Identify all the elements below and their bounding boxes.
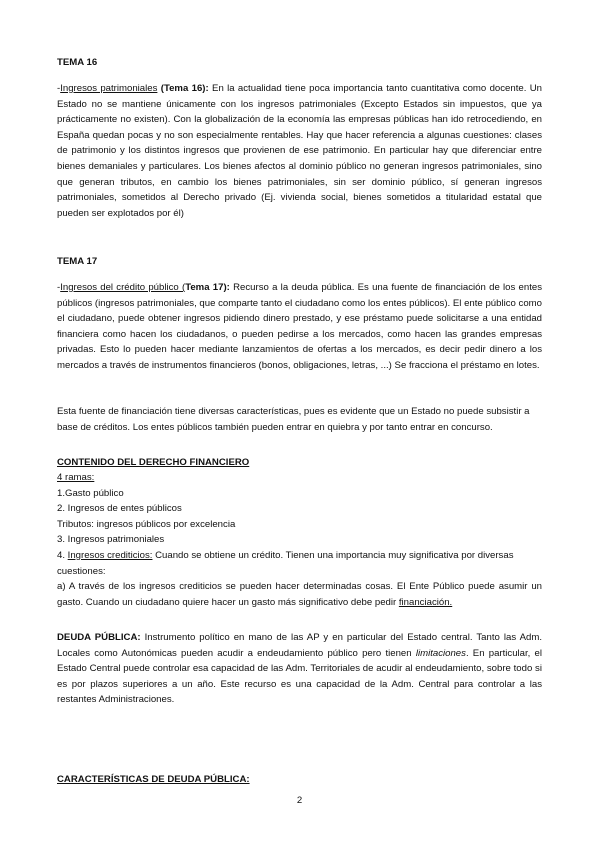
contenido-item-4 — [57, 548, 542, 579]
tema16-tag: (Tema 16): — [157, 83, 209, 94]
page-number: 2 — [296, 795, 303, 806]
contenido-list — [57, 470, 542, 610]
deuda-text-2: . En particular, el Estado Central puede controlar esa capacidad de las Adm. Territoriales de acudir al endeudamiento, sobre todo si es por plazos superiores a un año. Este recurso es una capacidad de la Adm. Central para controlar a las restantes Administraciones. — [57, 647, 542, 706]
tema16-link[interactable]: Ingresos patrimoniales — [60, 83, 158, 94]
contenido-item-1: 1.Gasto público — [57, 487, 124, 499]
item4-num: 4. — [57, 549, 68, 561]
tema17-paragraph — [57, 280, 542, 374]
deuda-italic: limitaciones — [415, 647, 466, 659]
tema16-body: En la actualidad tiene poca importancia tanto cuantitativa como docente. Un Estado no se mantiene únicamente con los ingresos patrimoniales (Excepto Estados sin impuestos, que ya prácticamente no existen). Con la globalización de la economía las empresas públicas han ido retrocediendo, en España quedan pocas y no son especialmente rentables. Hay que hacer referencia a algunas cuestiones: clases de patrimonio y los distintos ingresos que provienen de ese patrimonio. En particular hay que diferenciar entre bienes demaniales y particulares. Los bienes afectos al dominio público no generan ingresos patrimoniales, sino que generan tributos, en cambio los bienes patrimoniales, sin ser dominio público, sí generan ingresos patrimoniales, sometidos al Derecho privado (Ej. vivienda social, bienes sometidos a titularidad estatal que pueden ser explotados por él) — [57, 83, 542, 219]
tema17-body: Recurso a la deuda pública. Es una fuente de financiación de los entes públicos (ingresos patrimoniales, que comparte tanto el ciudadano como los entes públicos). El ente público como el ciudadano, puede obtener ingresos pidiendo dinero prestado, y ese préstamo puede solicitarse a una entidad financiera como hacen los ciudadanos, o pueden pedirse a los mercados, como hacen las grandes empresas privadas. Esto lo pueden hacer mediante lanzamientos de ofertas a los mercados, es decir pedir dinero a los mercados a través de instrumentos financieros (bonos, obligaciones, letras, ...) Se fracciona el préstamo en lotes. — [57, 282, 543, 371]
deuda-text-1: Instrumento político en mano de las AP y en particular del Estado central. Tanto las Adm. Locales como Autonómicas pueden acudir a endeudamiento público pero tienen — [57, 632, 542, 659]
contenido-item-2: 2. Ingresos de entes públicos — [57, 503, 182, 515]
tema17-heading: TEMA 17 — [57, 256, 98, 267]
tema17-link[interactable]: Ingresos del crédito público ( — [60, 282, 186, 293]
tema17-tag: Tema 17): — [185, 282, 230, 293]
deuda-heading: DEUDA PÚBLICA: — [57, 632, 141, 643]
item4-text: Cuando se obtiene un crédito. Tienen una importancia muy significativa por diversas cuestiones: — [57, 549, 514, 577]
tema16-prefix: - — [57, 83, 61, 94]
contenido-tributos: Tributos: ingresos públicos por excelencia — [57, 518, 236, 530]
item4-link[interactable]: Ingresos crediticios: — [67, 549, 153, 561]
contenido-heading: CONTENIDO DEL DERECHO FINANCIERO — [57, 457, 250, 468]
contenido-ramas: 4 ramas: — [57, 472, 95, 483]
deuda-paragraph — [57, 630, 542, 708]
item-a-link[interactable]: financiación. — [398, 596, 453, 608]
contenido-item-a — [57, 579, 542, 610]
caracteristicas-heading: CARACTERÍSTICAS DE DEUDA PÚBLICA: — [57, 774, 250, 785]
tema16-paragraph — [57, 81, 542, 221]
tema17-prefix: - — [57, 282, 61, 293]
tema16-heading: TEMA 16 — [57, 57, 98, 68]
tema17-paragraph-2: Esta fuente de financiación tiene diversas características, pues es evidente que un Estado no puede subsistir a base de créditos. Los entes públicos también pueden entrar en quiebra y por tanto entrar en concurso. — [57, 406, 530, 433]
contenido-item-3: 3. Ingresos patrimoniales — [57, 534, 165, 546]
item-a-text: a) A través de los ingresos crediticios se pueden hacer determinadas cosas. El Ente Público puede asumir un gasto. Cuando un ciudadano quiere hacer un gasto más significativo debe pedir — [57, 581, 542, 608]
